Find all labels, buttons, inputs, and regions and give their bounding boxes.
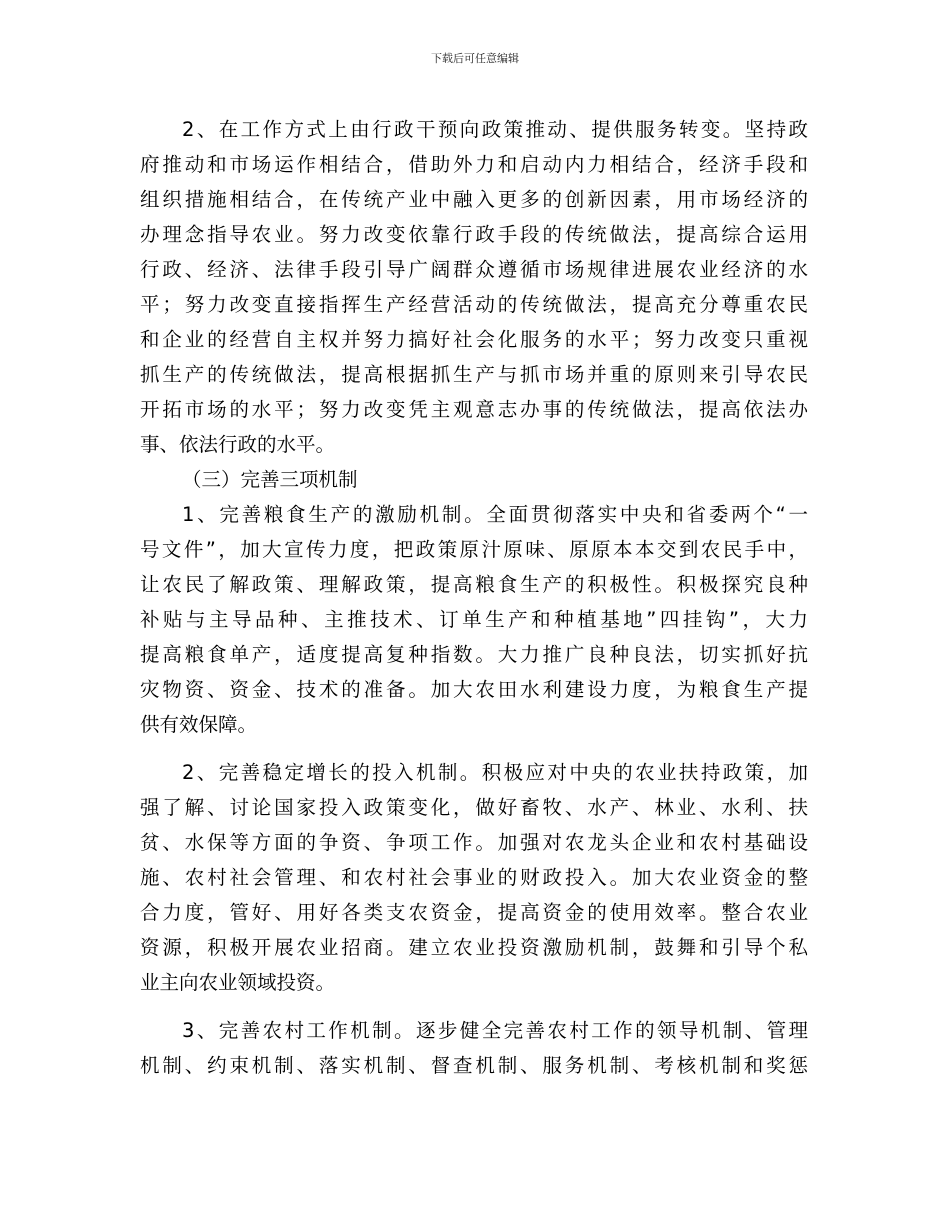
text-line: 3、完善农村工作机制。逐步健全完善农村工作的领导机制、管理 xyxy=(182,1019,808,1042)
text-line: 业主向农业领域投资。 xyxy=(140,971,336,994)
section-heading: （三）完善三项机制 xyxy=(182,468,358,491)
text-line: 办理念指导农业。努力改变依靠行政手段的传统做法，提高综合运用 xyxy=(140,223,808,246)
text-line: 组织措施相结合，在传统产业中融入更多的创新因素，用市场经济的 xyxy=(140,188,808,211)
text-line: 施、农村社会管理、和农村社会事业的财政投入。加大农业资金的整 xyxy=(140,866,808,889)
text-line: 补贴与主导品种、主推技术、订单生产和种植基地”四挂钩”，大力 xyxy=(140,608,808,631)
text-line: 平；努力改变直接指挥生产经营活动的传统做法，提高充分尊重农民 xyxy=(140,293,808,316)
text-line: 供有效保障。 xyxy=(140,713,258,736)
paragraph-gap xyxy=(140,742,808,755)
text-line: 府推动和市场运作相结合，借助外力和启动内力相结合，经济手段和 xyxy=(140,153,808,176)
text-line: 抓生产的传统做法，提高根据抓生产与抓市场并重的原则来引导农民 xyxy=(140,363,808,386)
text-line: 合力度，管好、用好各类支农资金，提高资金的使用效率。整合农业 xyxy=(140,901,808,924)
text-line: 1、完善粮食生产的激励机制。全面贯彻落实中央和省委两个“一 xyxy=(182,503,808,526)
paragraph-work-method xyxy=(140,112,808,462)
text-line: 号文件”，加大宣传力度，把政策原汁原味、原原本本交到农民手中， xyxy=(140,538,808,561)
page-header: 下载后可任意编辑 xyxy=(431,52,519,65)
paragraph-investment xyxy=(140,755,808,1000)
text-line: 资源，积极开展农业招商。建立农业投资激励机制，鼓舞和引导个私 xyxy=(140,936,808,959)
text-line: 事、依法行政的水平。 xyxy=(140,433,336,456)
paragraph-gap xyxy=(140,1000,808,1013)
document-body xyxy=(140,112,808,1083)
text-line: 灾物资、资金、技术的准备。加大农田水利建设力度，为粮食生产提 xyxy=(140,678,808,701)
text-line: 机制、约束机制、落实机制、督查机制、服务机制、考核机制和奖惩 xyxy=(140,1054,808,1077)
text-line: 行政、经济、法律手段引导广阔群众遵循市场规律进展农业经济的水 xyxy=(140,258,808,281)
text-line: 2、完善稳定增长的投入机制。积极应对中央的农业扶持政策，加 xyxy=(182,761,808,784)
paragraph-rural-work xyxy=(140,1013,808,1083)
text-line: 2、在工作方式上由行政干预向政策推动、提供服务转变。坚持政 xyxy=(182,118,808,141)
text-line: 和企业的经营自主权并努力搞好社会化服务的水平；努力改变只重视 xyxy=(140,328,808,351)
text-line: 贫、水保等方面的争资、争项工作。加强对农龙头企业和农村基础设 xyxy=(140,831,808,854)
text-line: 提高粮食单产，适度提高复种指数。大力推广良种良法，切实抓好抗 xyxy=(140,643,808,666)
text-line: 让农民了解政策、理解政策，提高粮食生产的积极性。积极探究良种 xyxy=(140,573,808,596)
paragraph-grain-incentive xyxy=(140,497,808,742)
text-line: 强了解、讨论国家投入政策变化，做好畜牧、水产、林业、水利、扶 xyxy=(140,796,808,819)
text-line: 开拓市场的水平；努力改变凭主观意志办事的传统做法，提高依法办 xyxy=(140,398,808,421)
